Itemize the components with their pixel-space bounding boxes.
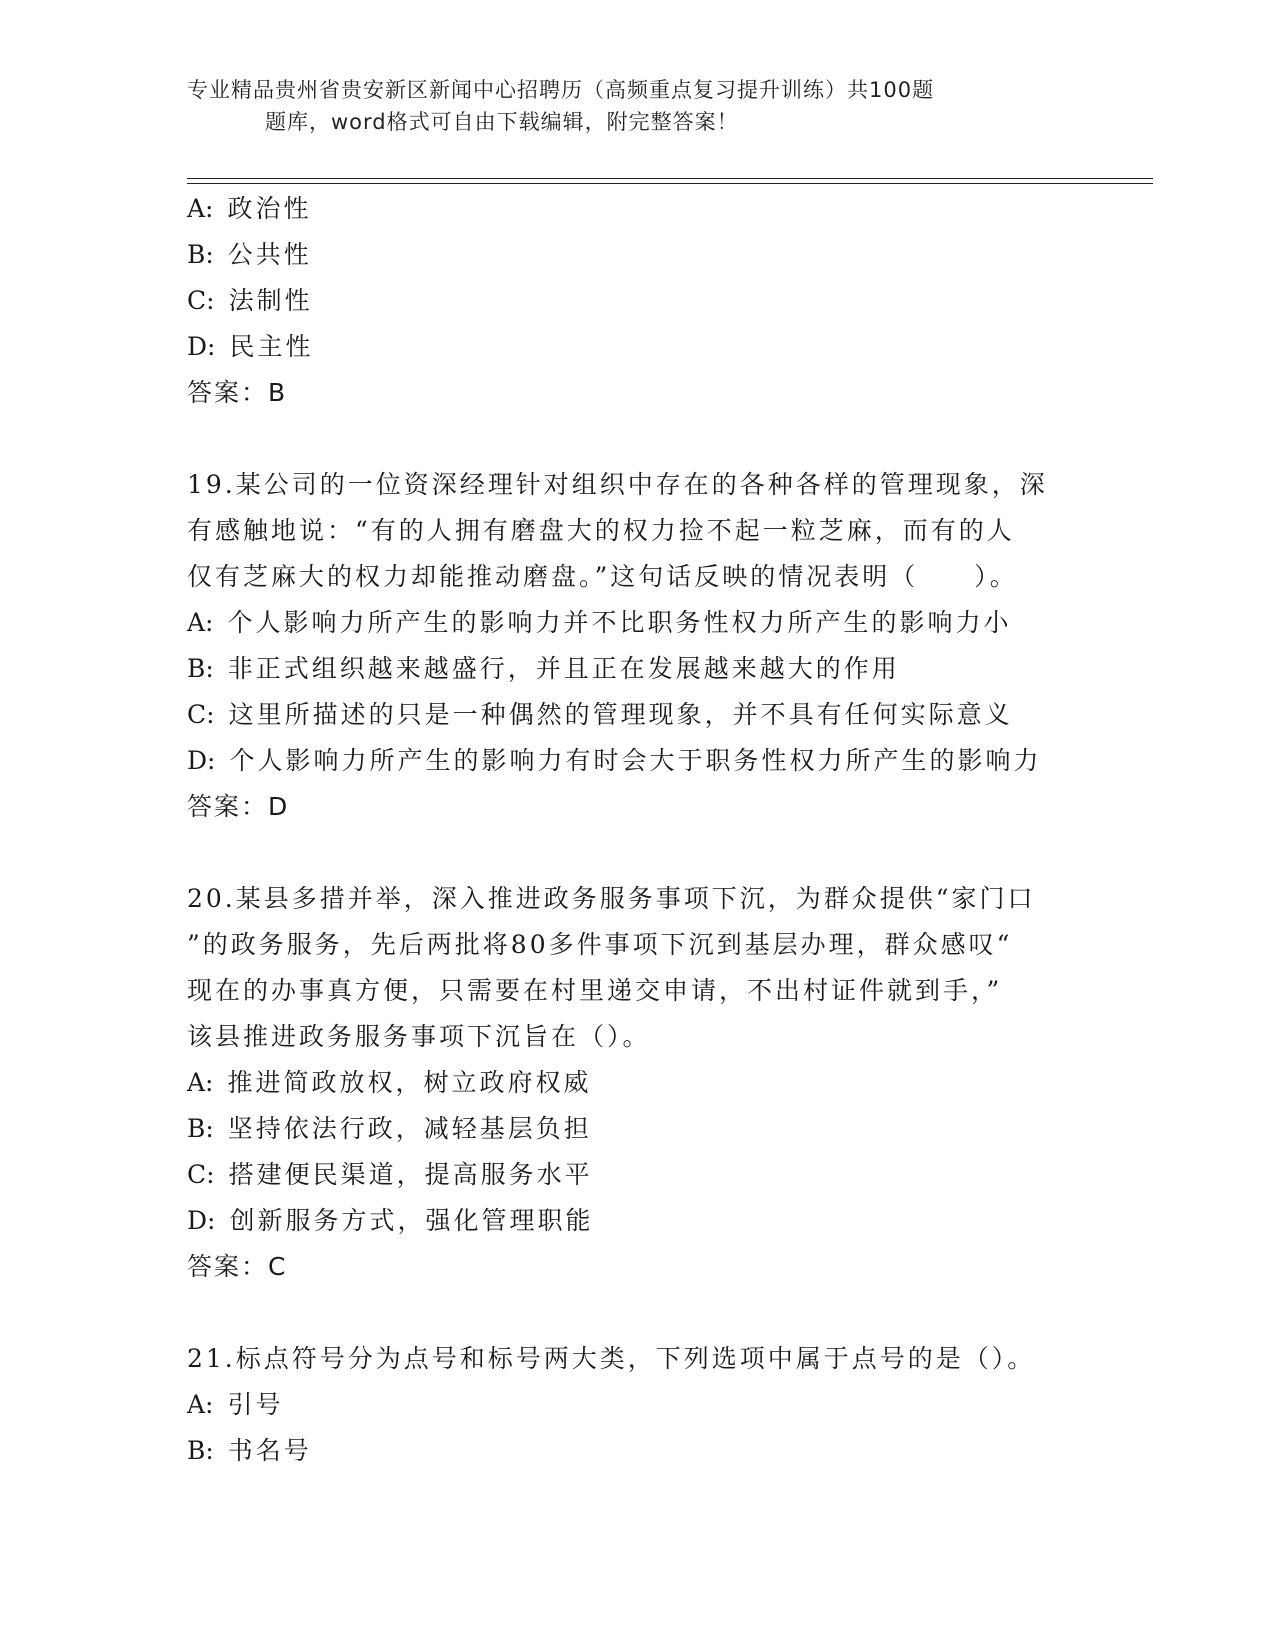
header-title-line-2: 题库，word格式可自由下载编辑，附完整答案！	[265, 110, 739, 134]
header-rule-top	[187, 178, 1153, 179]
question-21-stem	[187, 1336, 1087, 1382]
question-stem-line: 现在的办事真方便，只需要在村里递交申请，不出村证件就到手，”	[187, 976, 1003, 1005]
option-d: D: 个人影响力所产生的影响力有时会大于职务性权力所产生的影响力	[187, 746, 1042, 775]
document-header	[187, 74, 1087, 138]
question-stem-line: 该县推进政务服务事项下沉旨在（）。	[187, 1022, 651, 1051]
question-stem-line: 仅有芝麻大的权力却能推动磨盘。”这句话反映的情况表明（ ）。	[187, 562, 1018, 591]
header-title-line-1: 专业精品贵州省贵安新区新闻中心招聘历（高频重点复习提升训练）共100题	[187, 78, 935, 102]
option-c: C: 法制性	[187, 286, 313, 315]
question-21-options	[187, 1382, 1087, 1474]
option-b: B: 非正式组织越来越盛行，并且正在发展越来越大的作用	[187, 654, 900, 683]
option-d: D: 创新服务方式，强化管理职能	[187, 1206, 594, 1235]
question-20-options	[187, 1060, 1087, 1244]
question-18-answer: 答案：B	[187, 378, 288, 407]
question-stem-line: 19.某公司的一位资深经理针对组织中存在的各种各样的管理现象，深	[187, 470, 1048, 499]
question-20-answer: 答案：C	[187, 1252, 288, 1281]
option-b: B: 坚持依法行政，减轻基层负担	[187, 1114, 592, 1143]
question-stem-line: ”的政务服务，先后两批将80多件事项下沉到基层办理，群众感叹“	[187, 930, 1013, 959]
question-19-stem	[187, 462, 1087, 600]
question-stem-line: 21.标点符号分为点号和标号两大类，下列选项中属于点号的是（）。	[187, 1344, 1036, 1373]
option-a: A: 推进简政放权，树立政府权威	[187, 1068, 592, 1097]
question-19-answer: 答案：D	[187, 792, 290, 821]
option-c: C: 搭建便民渠道，提高服务水平	[187, 1160, 593, 1189]
question-19-options	[187, 600, 1087, 784]
question-20-stem	[187, 876, 1087, 1060]
option-c: C: 这里所描述的只是一种偶然的管理现象，并不具有任何实际意义	[187, 700, 1013, 729]
option-a: A: 政治性	[187, 194, 312, 223]
question-stem-line: 有感触地说：“有的人拥有磨盘大的权力捡不起一粒芝麻，而有的人	[187, 516, 1015, 545]
option-b: B: 公共性	[187, 240, 312, 269]
option-b: B: 书名号	[187, 1436, 312, 1465]
document-body	[187, 186, 1087, 1474]
question-stem-line: 20.某县多措并举，深入推进政务服务事项下沉，为群众提供“家门口	[187, 884, 1036, 913]
option-a: A: 个人影响力所产生的影响力并不比职务性权力所产生的影响力小	[187, 608, 1012, 637]
question-18-options	[187, 186, 1087, 370]
option-d: D: 民主性	[187, 332, 314, 361]
option-a: A: 引号	[187, 1390, 284, 1419]
header-rule-bottom	[187, 183, 1153, 184]
